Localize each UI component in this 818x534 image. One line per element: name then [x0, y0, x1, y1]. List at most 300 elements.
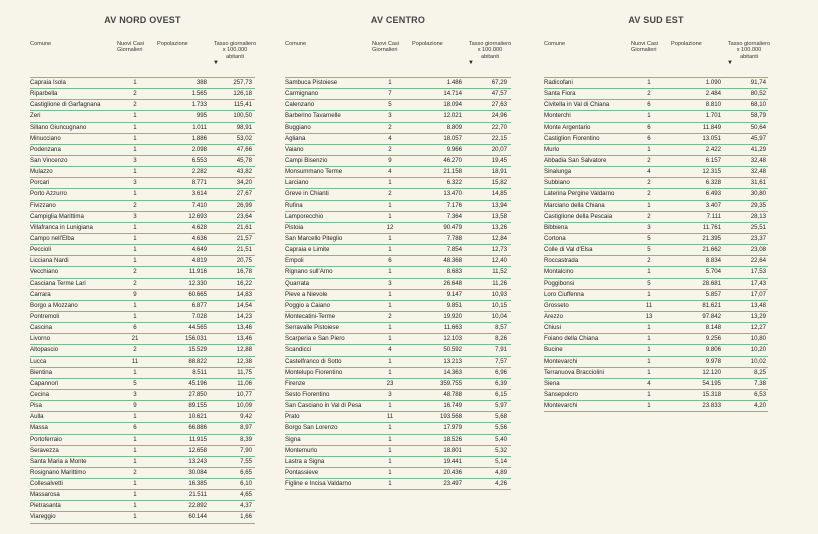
cell-comune: Sillano Giuncugnano [30, 123, 87, 131]
cell-cases: 1 [388, 290, 392, 298]
cell-population: 10.621 [188, 413, 207, 421]
cell-cases: 1 [388, 301, 392, 309]
cell-cases: 2 [647, 179, 651, 187]
cell-cases: 2 [647, 190, 651, 198]
table-row [544, 345, 768, 356]
cell-rate: 15,82 [491, 179, 507, 187]
cell-comune: Viareggio [30, 513, 56, 521]
cell-population: 18.801 [443, 446, 462, 454]
table-body [285, 77, 511, 490]
table-row [285, 423, 511, 434]
cell-cases: 1 [133, 257, 137, 265]
cell-population: 7.028 [191, 312, 207, 320]
table-row [544, 334, 768, 345]
cell-comune: Firenze [285, 379, 306, 387]
table-row [285, 290, 511, 301]
cell-population: 13.213 [443, 357, 462, 365]
cell-cases: 4 [388, 346, 392, 354]
table-row [285, 412, 511, 423]
header-rate[interactable] [468, 41, 512, 67]
cell-comune: Campi Bisenzio [285, 156, 328, 164]
cell-population: 3.614 [191, 190, 207, 198]
cell-population: 12.658 [188, 446, 207, 454]
cell-rate: 50,64 [750, 123, 766, 131]
table-row [544, 390, 768, 401]
table-row [285, 134, 511, 145]
table-row [285, 167, 511, 178]
cell-comune: Civitella in Val di Chiana [544, 101, 610, 109]
table-row [285, 145, 511, 156]
cell-rate: 100,50 [233, 112, 252, 120]
cell-cases: 5 [647, 234, 651, 242]
cell-cases: 1 [647, 145, 651, 153]
cell-rate: 67,29 [491, 79, 507, 86]
cell-rate: 20,75 [236, 257, 252, 265]
cell-population: 4.819 [191, 257, 207, 265]
cell-comune: Montevarchi [544, 357, 578, 365]
cell-cases: 3 [388, 279, 392, 287]
table-row [285, 201, 511, 212]
cell-rate: 13,46 [236, 324, 252, 332]
cell-population: 16.749 [443, 402, 462, 410]
cell-cases: 4 [647, 168, 651, 176]
cell-cases: 9 [388, 156, 392, 164]
cell-population: 60.144 [188, 513, 207, 521]
cell-rate: 34,20 [236, 179, 252, 187]
cell-cases: 5 [133, 379, 137, 387]
cell-cases: 12 [386, 223, 394, 231]
cell-cases: 6 [647, 134, 651, 142]
cell-rate: 8,39 [240, 435, 252, 443]
table-row [544, 301, 768, 312]
table-row [544, 212, 768, 223]
cell-rate: 12,27 [750, 324, 766, 332]
table-row [544, 368, 768, 379]
cell-comune: Capraia e Limite [285, 246, 330, 254]
cell-comune: Santa Maria a Monte [30, 457, 87, 465]
table-row [544, 89, 768, 100]
cell-cases: 11 [131, 357, 139, 365]
cell-rate: 4,26 [495, 480, 507, 488]
cell-comune: Loro Ciuffenna [544, 290, 584, 298]
header-rate-label: Tasso giornaliero x 100.000 abitanti [727, 41, 771, 60]
cell-comune: Terranuova Bracciolini [544, 368, 604, 376]
cell-rate: 14,23 [236, 312, 252, 320]
cell-rate: 13,46 [236, 335, 252, 343]
table-row [30, 178, 255, 189]
sort-desc-icon[interactable]: ▼ [727, 60, 733, 67]
cell-rate: 31,61 [750, 179, 766, 187]
cell-comune: Cortona [544, 234, 566, 242]
table-row [30, 123, 255, 134]
cell-cases: 1 [388, 368, 392, 376]
cell-comune: Livorno [30, 335, 50, 343]
table-row [285, 178, 511, 189]
cell-comune: Abbadia San Salvatore [544, 156, 607, 164]
cell-rate: 7,91 [495, 346, 507, 354]
table-row [285, 334, 511, 345]
table-row [544, 401, 768, 412]
table-row [285, 267, 511, 278]
cell-comune: Montelupo Fiorentino [285, 368, 343, 376]
cell-rate: 17,53 [750, 268, 766, 276]
cell-rate: 6,15 [495, 390, 507, 398]
table-row [30, 379, 255, 390]
cell-population: 359.755 [439, 379, 462, 387]
cell-population: 15.529 [188, 346, 207, 354]
cell-cases: 6 [647, 123, 651, 131]
cell-comune: Pontremoli [30, 312, 60, 320]
cell-population: 18.094 [443, 101, 462, 109]
header-cases: Nuovi Casi Giornalieri [117, 41, 145, 54]
header-cases: Nuovi Casi Giornalieri [631, 41, 659, 54]
cell-cases: 1 [647, 290, 651, 298]
table-row [30, 479, 255, 490]
table-row [544, 279, 768, 290]
cell-rate: 58,79 [750, 112, 766, 120]
panel-nord-ovest [30, 0, 255, 524]
cell-rate: 11,06 [237, 379, 252, 387]
cell-comune: San Vincenzo [30, 156, 68, 164]
table-row [30, 212, 255, 223]
cell-cases: 1 [133, 502, 137, 510]
cell-rate: 19,45 [491, 156, 507, 164]
cell-rate: 26,99 [236, 201, 252, 209]
cell-population: 11.849 [702, 123, 721, 131]
cell-population: 11.915 [188, 435, 207, 443]
table-row [30, 468, 255, 479]
table-row [285, 212, 511, 223]
header-rate[interactable] [727, 41, 771, 67]
table-row [285, 368, 511, 379]
cell-population: 54.195 [702, 379, 721, 387]
cell-population: 1.733 [191, 101, 207, 109]
cell-cases: 1 [388, 457, 392, 465]
cell-rate: 27,67 [236, 190, 252, 198]
cell-comune: Subbiano [544, 179, 570, 187]
cell-cases: 2 [133, 268, 137, 276]
cell-rate: 23,37 [750, 234, 766, 242]
cell-cases: 1 [388, 402, 392, 410]
cell-population: 19.920 [443, 312, 462, 320]
cell-population: 11.761 [702, 223, 721, 231]
table-row [544, 234, 768, 245]
cell-population: 9.978 [705, 357, 721, 365]
table-row [30, 167, 255, 178]
cell-rate: 12,73 [491, 246, 507, 254]
cell-cases: 1 [133, 134, 137, 142]
cell-cases: 1 [133, 513, 137, 521]
cell-population: 9.806 [705, 346, 721, 354]
cell-population: 995 [196, 112, 207, 120]
cell-rate: 24,96 [491, 112, 507, 120]
table-row [544, 156, 768, 167]
cell-cases: 1 [388, 468, 392, 476]
cell-population: 44.565 [188, 324, 207, 332]
cell-comune: Rufina [285, 201, 303, 209]
table-row [285, 77, 511, 89]
cell-cases: 1 [388, 446, 392, 454]
header-pop: Popolazione [671, 41, 702, 47]
cell-population: 4.636 [191, 234, 207, 242]
table-row [285, 312, 511, 323]
cell-rate: 12,38 [236, 357, 252, 365]
table-row [544, 189, 768, 200]
table-row [285, 245, 511, 256]
cell-cases: 1 [388, 234, 392, 242]
cell-comune: Buggiano [285, 123, 311, 131]
cell-population: 7.788 [446, 234, 462, 242]
cell-cases: 1 [647, 268, 651, 276]
table-row [285, 323, 511, 334]
cell-comune: San Casciano in Val di Pesa [285, 402, 362, 410]
cell-rate: 4,37 [240, 502, 252, 510]
cell-population: 8.834 [705, 257, 721, 265]
cell-comune: Figline e Incisa Valdarno [285, 480, 352, 488]
cell-cases: 1 [647, 79, 651, 86]
cell-comune: Lamporecchio [285, 212, 324, 220]
cell-comune: Calenzano [285, 101, 315, 109]
cell-cases: 2 [133, 101, 137, 109]
cell-population: 90.479 [443, 223, 462, 231]
cell-population: 14.714 [443, 90, 462, 98]
cell-comune: Sansepolcro [544, 390, 578, 398]
sort-desc-icon[interactable]: ▼ [213, 60, 219, 67]
cell-comune: Cascina [30, 324, 53, 332]
cell-comune: Massarosa [30, 491, 60, 499]
cell-comune: Lastra a Signa [285, 457, 325, 465]
cell-comune: Arezzo [544, 312, 563, 320]
table-row [30, 423, 255, 434]
cell-comune: Roccastrada [544, 257, 579, 265]
cell-rate: 7,55 [240, 457, 252, 465]
cell-population: 9.966 [446, 145, 462, 153]
cell-cases: 2 [647, 257, 651, 265]
table-row [30, 323, 255, 334]
cell-population: 8.511 [192, 368, 207, 376]
cell-comune: Colle di Val d'Elsa [544, 246, 593, 254]
cell-comune: Porcari [30, 179, 50, 187]
cell-rate: 12,84 [491, 234, 507, 242]
cell-rate: 13,94 [491, 201, 507, 209]
table-row [30, 234, 255, 245]
cell-rate: 28,13 [750, 212, 766, 220]
table-row [544, 245, 768, 256]
cell-comune: Bibbiena [544, 223, 568, 231]
cell-rate: 16,22 [236, 279, 252, 287]
cell-population: 7.111 [706, 212, 721, 220]
cell-comune: Pietrasanta [30, 502, 61, 510]
cell-rate: 12,40 [491, 257, 507, 265]
cell-rate: 17,43 [750, 279, 766, 287]
table-row [544, 167, 768, 178]
cell-population: 5.704 [705, 268, 721, 276]
table-row [544, 111, 768, 122]
cell-comune: Bucine [544, 346, 563, 354]
table-row [285, 256, 511, 267]
cell-comune: Castiglion Fiorentino [544, 134, 600, 142]
cell-rate: 5,40 [495, 435, 507, 443]
cell-rate: 23,64 [236, 212, 252, 220]
cell-comune: Vaiano [285, 145, 304, 153]
sort-desc-icon[interactable]: ▼ [468, 60, 474, 67]
cell-population: 12.330 [188, 279, 207, 287]
cell-rate: 11,52 [492, 268, 507, 276]
cell-comune: Carrara [30, 290, 51, 298]
cell-comune: Fivizzano [30, 201, 56, 209]
cell-population: 5.857 [705, 290, 721, 298]
cell-comune: Borgo San Lorenzo [285, 424, 338, 432]
table-row [30, 390, 255, 401]
table-row [285, 390, 511, 401]
cell-comune: Licciana Nardi [30, 257, 69, 265]
table-body [544, 77, 768, 412]
cell-population: 7.176 [446, 201, 462, 209]
header-rate[interactable] [213, 41, 257, 67]
cell-rate: 21,61 [236, 223, 252, 231]
cell-comune: Monsummano Terme [285, 168, 343, 176]
cell-comune: Serravalle Pistoiese [285, 324, 339, 332]
cell-rate: 8,57 [495, 324, 507, 332]
cell-population: 21.395 [702, 234, 721, 242]
cell-population: 28.681 [702, 279, 721, 287]
cell-rate: 16,78 [236, 268, 252, 276]
cell-comune: Castelfranco di Sotto [285, 357, 342, 365]
table-row [30, 501, 255, 512]
cell-comune: Chiusi [544, 324, 561, 332]
table-row [30, 357, 255, 368]
cell-cases: 1 [133, 223, 137, 231]
cell-comune: Podenzana [30, 145, 61, 153]
cell-population: 6.322 [446, 179, 462, 187]
cell-rate: 126,18 [233, 90, 252, 98]
cell-rate: 7,90 [240, 446, 252, 454]
table-row [30, 457, 255, 468]
cell-population: 48.788 [443, 390, 462, 398]
cell-rate: 14,54 [236, 301, 252, 309]
cell-cases: 2 [388, 312, 392, 320]
cell-cases: 5 [647, 279, 651, 287]
cell-cases: 3 [388, 112, 392, 120]
cell-cases: 1 [388, 79, 392, 86]
cell-population: 13.051 [702, 134, 721, 142]
cell-population: 11.663 [443, 324, 462, 332]
cell-comune: Laterina Pergine Valdarno [544, 190, 615, 198]
cell-comune: Marciano della Chiana [544, 201, 605, 209]
cell-cases: 1 [388, 268, 392, 276]
cell-rate: 22,15 [491, 134, 507, 142]
cell-comune: Santa Fiora [544, 90, 576, 98]
table-row [30, 435, 255, 446]
cell-rate: 5,68 [495, 413, 507, 421]
cell-cases: 2 [388, 123, 392, 131]
cell-population: 48.368 [443, 257, 462, 265]
cell-cases: 1 [647, 390, 651, 398]
cell-cases: 1 [388, 357, 392, 365]
table-row [285, 111, 511, 122]
cell-cases: 9 [133, 402, 137, 410]
cell-rate: 8,97 [240, 424, 252, 432]
header-rate-label: Tasso giornaliero x 100.000 abitanti [468, 41, 512, 60]
cell-rate: 32,48 [750, 156, 766, 164]
cell-population: 4.628 [191, 223, 207, 231]
table-row [285, 446, 511, 457]
cell-population: 6.877 [191, 301, 207, 309]
cell-comune: Foiano della Chiana [544, 335, 599, 343]
cell-comune: Murlo [544, 145, 560, 153]
cell-cases: 9 [133, 290, 137, 298]
cell-rate: 53,02 [236, 134, 252, 142]
header-comune: Comune [285, 41, 307, 47]
cell-rate: 21,57 [236, 234, 252, 242]
table-row [30, 256, 255, 267]
table-row [285, 189, 511, 200]
table-row [285, 223, 511, 234]
table-row [285, 89, 511, 100]
table-row [285, 468, 511, 479]
cell-rate: 8,25 [754, 368, 766, 376]
table-row [30, 490, 255, 501]
cell-cases: 2 [133, 90, 137, 98]
cell-comune: Empoli [285, 257, 304, 265]
cell-population: 12.315 [702, 168, 721, 176]
cell-cases: 1 [388, 435, 392, 443]
cell-population: 8.683 [446, 268, 462, 276]
cell-cases: 2 [133, 201, 137, 209]
cell-comune: Casciana Terme Lari [30, 279, 86, 287]
cell-comune: Riparbella [30, 90, 58, 98]
cell-rate: 4,89 [495, 468, 507, 476]
cell-cases: 1 [133, 457, 137, 465]
cell-comune: Montalcino [544, 268, 574, 276]
cell-population: 2.098 [191, 145, 207, 153]
cell-population: 13.470 [443, 190, 462, 198]
cell-rate: 45,97 [750, 134, 766, 142]
cell-comune: Castiglione della Pescaia [544, 212, 613, 220]
cell-rate: 98,91 [236, 123, 252, 131]
cell-rate: 10,15 [491, 301, 507, 309]
table-row [30, 77, 255, 89]
header-pop: Popolazione [157, 41, 188, 47]
cell-comune: Pontassieve [285, 468, 319, 476]
cell-population: 26.648 [443, 279, 462, 287]
cell-population: 12.103 [443, 335, 462, 343]
cell-cases: 3 [647, 223, 651, 231]
cell-comune: Campiglia Marittima [30, 212, 84, 220]
table-row [544, 379, 768, 390]
cell-comune: Prato [285, 413, 300, 421]
cell-rate: 4,20 [754, 402, 766, 410]
cell-comune: Capannori [30, 379, 59, 387]
cell-cases: 1 [133, 246, 137, 254]
cell-comune: Signa [285, 435, 301, 443]
table-header [285, 41, 511, 77]
table-row [30, 301, 255, 312]
cell-rate: 11,75 [237, 368, 252, 376]
cell-comune: Monterchi [544, 112, 571, 120]
table-row [30, 334, 255, 345]
cell-rate: 8,26 [495, 335, 507, 343]
table-row [544, 100, 768, 111]
cell-comune: Cecina [30, 390, 49, 398]
cell-population: 9.851 [446, 301, 462, 309]
cell-cases: 1 [647, 402, 651, 410]
cell-comune: Poggio a Caiano [285, 301, 331, 309]
cell-cases: 1 [133, 312, 137, 320]
table-row [30, 134, 255, 145]
cell-cases: 1 [388, 324, 392, 332]
cell-rate: 14,83 [236, 290, 252, 298]
